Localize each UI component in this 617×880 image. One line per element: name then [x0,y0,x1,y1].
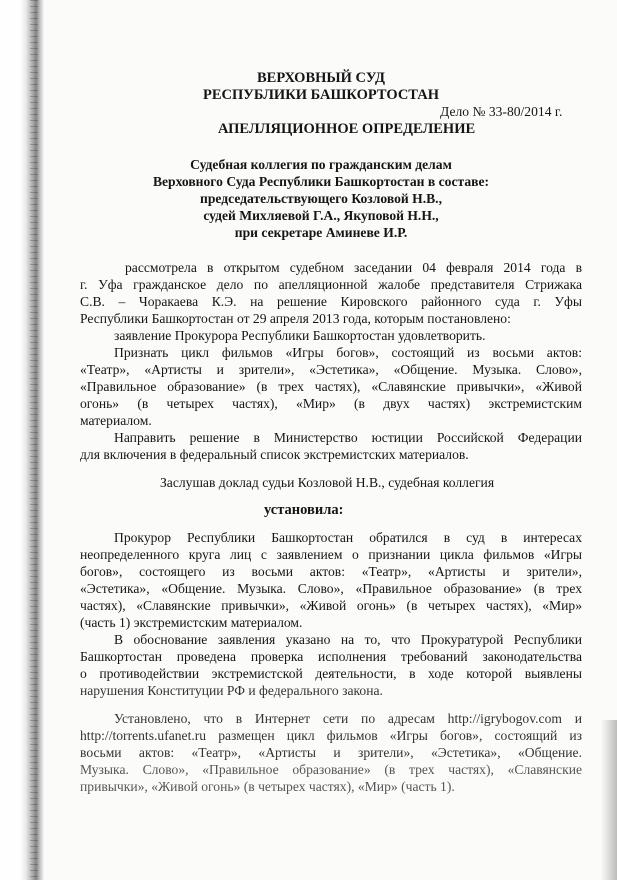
paragraph-1-line4: Республики Башкортостан от 29 апреля 2013 года, которым постановлено: [80,311,511,326]
panel-line4: судей Михляевой Г.А., Якуповой Н.Н., [203,208,439,223]
paragraph-3-line4: огонь» (в четырех частях), «Мир» (в двух частях) экстремистским [80,396,582,411]
panel-line5: при секретаре Аминеве И.Р. [234,225,408,240]
paragraph-3-line1: Признать цикл фильмов «Игры богов», состоящий из восьми актов: [114,345,582,360]
paragraph-6-line3: богов», состоящего из восьми актов: «Театр», «Артисты и зрители», [80,564,582,579]
paragraph-8-line4: Музыка. Слово», «Правильное образование» (в трех частях), «Славянские [80,762,582,777]
paragraph-7-line2: Башкортостан проведена проверка исполнения требований законодательства [80,649,582,664]
paragraph-6-line6: (часть 1) экстремистским материалом. [80,615,303,630]
paragraph-4-line2: для включения в федеральный список экстремистских материалов. [80,447,469,462]
established-heading: установила: [264,502,344,518]
court-name-line2: РЕСПУБЛИКИ БАШКОРТОСТАН [202,87,439,103]
scan-edge-shadow [601,720,617,880]
paragraph-3-line2: «Театр», «Артисты и зрители», «Эстетика», «Общение. Музыка. Слово», [80,362,582,377]
paragraph-1-line1: рассмотрела в открытом судебном заседании 04 февраля 2014 года в [125,260,582,275]
paragraph-8-line5: привычки», «Живой огонь» (в четырех частях), «Мир» (часть 1). [80,779,455,794]
court-name-line1: ВЕРХОВНЫЙ СУД [257,70,385,86]
paragraph-6-line2: неопределенного круга лиц с заявлением о признании цикла фильмов «Игры [80,547,582,562]
paragraph-7-line3: о противодействии экстремистской деятельности, в ходе которой выявлены [80,666,582,681]
panel-line3: председательствующего Козловой Н.В., [200,191,442,206]
paragraph-8-line2: http://torrents.ufanet.ru размещен цикл фильмов «Игры богов», состоящий из [80,728,582,743]
paragraph-7-line4: нарушения Конституции РФ и федерального закона. [80,683,383,698]
paragraph-6-line1: Прокурор Республики Башкортостан обратился в суд в интересах [114,530,582,545]
case-number: Дело № 33-80/2014 г. [440,104,563,119]
paragraph-4-line1: Направить решение в Министерство юстиции Российской Федерации [114,430,582,445]
paragraph-1-line3: С.В. – Чоракаева К.Э. на решение Кировского районного суда г. Уфы [80,294,582,309]
paragraph-6-line4: «Эстетика», «Общение. Музыка. Слово», «Правильное образование» (в трех [80,581,582,596]
paragraph-1-line2: г. Уфа гражданское дело по апелляционной жалобе представителя Стрижака [80,277,582,292]
paragraph-8-line3: восьми актов: «Театр», «Артисты и зрители», «Эстетика», «Общение. [80,745,582,760]
paragraph-7-line1: В обоснование заявления указано на то, что Прокуратурой Республики [114,632,582,647]
scan-binding-noise [30,0,38,880]
panel-line2: Верховного Суда Республики Башкортостан в составе: [152,174,490,189]
document-title: АПЕЛЛЯЦИОННОЕ ОПРЕДЕЛЕНИЕ [218,121,476,137]
panel-line1: Судебная коллегия по гражданским делам [190,157,452,172]
paragraph-6-line5: частях), «Славянские привычки», «Живой огонь» (в четырех частях), «Мир» [80,598,582,613]
paragraph-3-line5: материалом. [80,413,152,428]
paragraph-8-line1: Установлено, что в Интернет сети по адресам http://igrybogov.com и [114,711,582,726]
paragraph-5: Заслушав доклад судьи Козловой Н.В., судебная коллегия [160,475,495,490]
paragraph-3-line3: «Правильное образование» (в трех частях), «Славянские привычки», «Живой [80,379,582,394]
paragraph-2: заявление Прокурора Республики Башкортостан удовлетворить. [114,328,486,343]
